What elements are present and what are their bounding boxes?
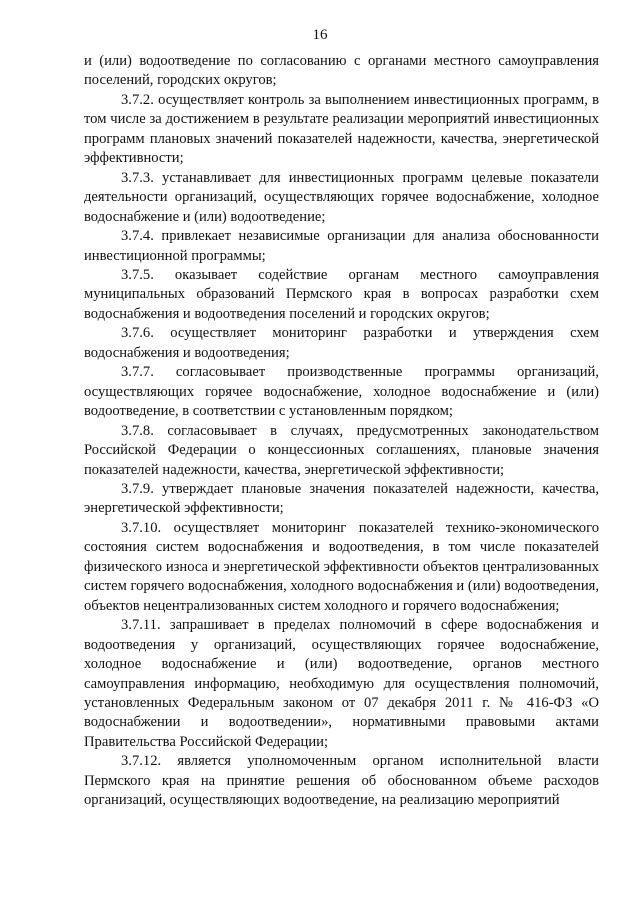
page-number: 16 bbox=[312, 27, 328, 43]
document-body bbox=[84, 52, 599, 811]
paragraph-3-7-9: 3.7.9. утверждает плановые значения показателей надежности, качества, энергетической эффективности; bbox=[84, 480, 599, 517]
paragraph-3-7-6: 3.7.6. осуществляет мониторинг разработки и утверждения схем водоснабжения и водоотведения; bbox=[84, 325, 599, 361]
paragraph-3-7-2: 3.7.2. осуществляет контроль за выполнением инвестиционных программ, в том числе за достижением в результате реализации мероприятий инвестиционных программ плановых значений показателей надежности, качества, энергетической эффективности; bbox=[84, 91, 599, 167]
paragraph-3-7-8: 3.7.8. согласовывает в случаях, предусмотренных законодательством Российской Федерации о концессионных соглашениях, плановые значения показателей надежности, качества, энергетической эффективности; bbox=[84, 422, 599, 478]
paragraph-3-7-10: 3.7.10. осуществляет мониторинг показателей технико-экономического состояния систем водоснабжения и водоотведения, в том числе показателей физического износа и энергетической эффективности объектов централизованных систем горячего водоснабжения, холодного водоснабжения и (или) водоотведения, объектов нецентрализованных систем холодного и горячего водоснабжения; bbox=[84, 519, 599, 614]
paragraph-3-7-3: 3.7.3. устанавливает для инвестиционных программ целевые показатели деятельности организаций, осуществляющих горячее водоснабжение, холодное водоснабжение и (или) водоотведение; bbox=[84, 169, 599, 225]
paragraph-3-7-11: 3.7.11. запрашивает в пределах полномочий в сфере водоснабжения и водоотведения у организаций, осуществляющих горячее водоснабжение, холодное водоснабжение и (или) водоотведение, органов местного самоуправления информацию, необходимую для осуществления полномочий, установленных Федеральным законом от 07 декабря 2011 г. № 416-ФЗ «О водоснабжении и водоотведении», нормативными правовыми актами Правительства Российской Федерации; bbox=[84, 617, 599, 750]
paragraph-3-7-4: 3.7.4. привлекает независимые организации для анализа обоснованности инвестиционной программы; bbox=[84, 228, 599, 264]
paragraph-3-7-7: 3.7.7. согласовывает производственные программы организаций, осуществляющих горячее водоснабжение, холодное водоснабжение и (или) водоотведение, в соответствии с установленным порядком; bbox=[84, 364, 599, 420]
paragraph-3-7-12: 3.7.12. является уполномоченным органом исполнительной власти Пермского края на принятие решения об обоснованном объеме расходов организаций, осуществляющих водоотведение, на реализацию мероприятий bbox=[84, 753, 599, 809]
paragraph-continuation: и (или) водоотведение по согласованию с органами местного самоуправления поселений, городских округов; bbox=[84, 53, 599, 89]
paragraph-3-7-5: 3.7.5. оказывает содействие органам местного самоуправления муниципальных образований Пермского края в вопросах разработки схем водоснабжения и водоотведения поселений и городских округов; bbox=[84, 266, 599, 322]
